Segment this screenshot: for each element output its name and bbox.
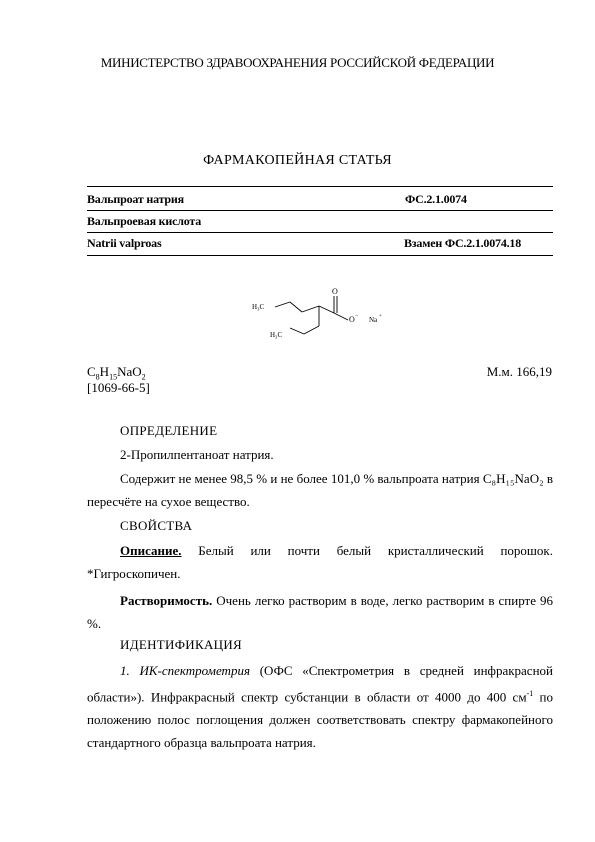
name-latin: Natrii valproas: [87, 236, 162, 250]
solubility-paragraph: Растворимость. Очень легко растворим в воде, легко растворим в спирте 96 %.: [87, 593, 553, 631]
methyl-bottom-label: H₃C: [270, 331, 283, 339]
ir-paragraph: 1. ИК-спектрометрия (ОФС «Спектрометрия в средней инфракрасной области»). Инфракрасный спектр субстанции в области от 4000 до 400 $см^{-1}$ по положению полос поглощения должен соответствовать спектру фармакопейного стандартного образца вальпроата натрия.: [87, 663, 553, 751]
solubility-label: Растворимость.: [120, 593, 213, 608]
minus-charge-label: −: [355, 313, 359, 319]
article-code: ФС.2.1.0074: [405, 192, 467, 206]
article-title: ФАРМАКОПЕЙНАЯ СТАТЬЯ: [203, 153, 392, 168]
section-identification: ИДЕНТИФИКАЦИЯ: [120, 637, 242, 652]
sodium-label: Na: [369, 316, 378, 324]
name-acid: Вальпроевая кислота: [87, 214, 202, 228]
name-ru: Вальпроат натрия: [87, 192, 184, 206]
header-rule-3: [87, 232, 553, 233]
molar-mass: М.м. 166,19: [486, 364, 552, 379]
oxygen-anion-label: O: [349, 315, 355, 324]
header-bottom-rule: [87, 255, 553, 256]
header-rule-2: [87, 210, 553, 211]
ministry-heading: МИНИСТЕРСТВО ЗДРАВООХРАНЕНИЯ РОССИЙСКОЙ ФЕДЕРАЦИИ: [100, 55, 495, 70]
plus-charge-label: +: [379, 314, 382, 319]
section-definition: ОПРЕДЕЛЕНИЕ: [120, 423, 218, 438]
cas-number: [1069-66-5]: [87, 380, 150, 395]
methyl-top-label: H₃C: [252, 303, 265, 311]
structural-formula: [244, 284, 394, 354]
definition-chemical-name: 2-Пропилпентаноат натрия.: [120, 447, 274, 462]
ir-label: 1. ИК-спектрометрия: [120, 663, 250, 678]
definition-content: Содержит не менее 98,5 % и не более 101,0 % вальпроата натрия C₈H₁₅NaO₂ в пересчёте на сухое вещество.: [87, 471, 554, 509]
description-label: Описание.: [120, 543, 182, 558]
oxygen-top-label: O: [332, 287, 338, 296]
replaces-code: Взамен ФС.2.1.0074.18: [404, 236, 522, 250]
description-paragraph: Описание. Белый или почти белый кристаллический порошок. *Гигроскопичен.: [87, 543, 553, 581]
header-top-rule: [87, 186, 553, 187]
molecular-formula: $C_8H_{15}NaO_2$: [87, 364, 146, 382]
section-properties: СВОЙСТВА: [120, 518, 193, 533]
